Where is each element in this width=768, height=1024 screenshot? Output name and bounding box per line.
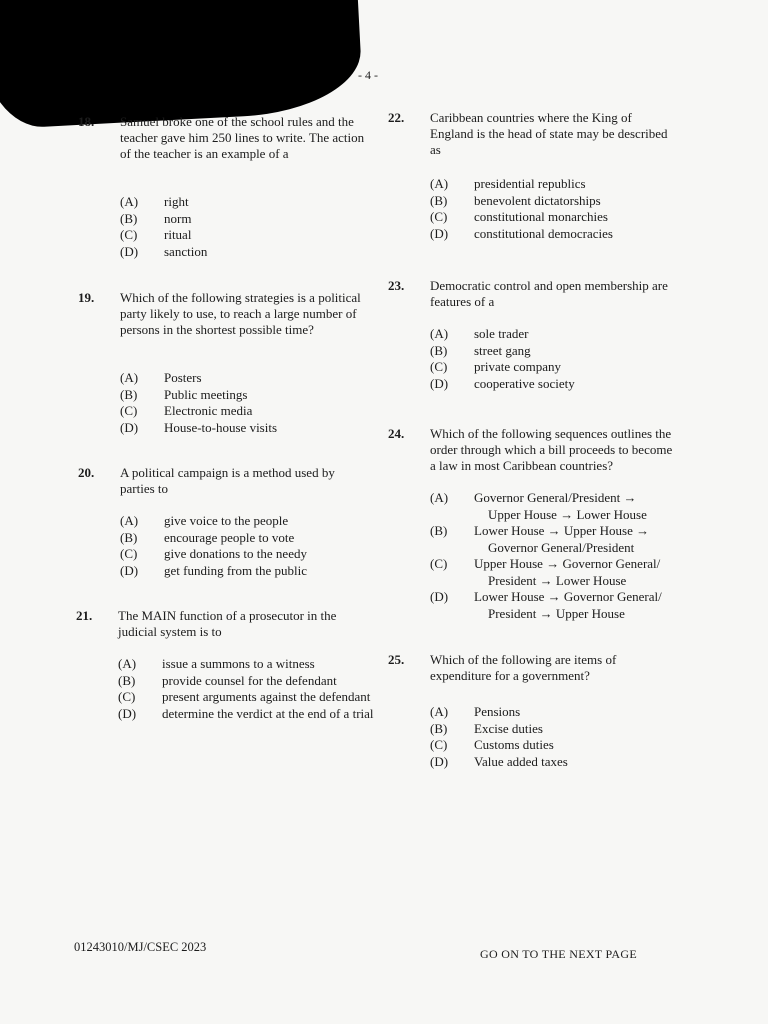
option-letter: (B) xyxy=(430,720,448,736)
option-text: Value added taxes xyxy=(474,753,568,769)
option-text: norm xyxy=(164,210,192,226)
option-a[interactable] xyxy=(120,513,380,530)
option-text xyxy=(474,490,710,523)
option-text: sole trader xyxy=(474,326,529,341)
option-d[interactable] xyxy=(430,376,690,393)
option-d[interactable] xyxy=(118,706,378,723)
option-letter: (A) xyxy=(120,370,139,385)
option-b[interactable] xyxy=(120,387,380,404)
paper-code: 01243010/MJ/CSEC 2023 xyxy=(74,940,207,954)
option-d[interactable] xyxy=(120,563,380,580)
option-text: right xyxy=(164,194,189,209)
option-b[interactable] xyxy=(430,193,690,210)
question-number: 25. xyxy=(388,652,405,667)
option-b[interactable] xyxy=(118,673,378,690)
options-list xyxy=(430,490,710,622)
options-list xyxy=(120,194,380,260)
options-list xyxy=(430,176,690,242)
option-d[interactable] xyxy=(120,244,380,261)
option-a[interactable] xyxy=(430,176,690,193)
question-text: Which of the following strategies is a political party likely to use, to reach a large number of persons in the shortest possible time? xyxy=(120,290,361,337)
question-text: Democratic control and open membership are features of a xyxy=(430,278,668,309)
option-a[interactable] xyxy=(118,656,378,673)
option-text: present arguments against the defendant xyxy=(162,689,371,704)
option-a[interactable] xyxy=(120,370,380,387)
option-text-line2: President → Upper House xyxy=(488,605,625,621)
option-c[interactable] xyxy=(430,209,690,226)
option-text: encourage people to vote xyxy=(164,529,295,545)
option-letter: (A) xyxy=(118,656,137,671)
option-a[interactable] xyxy=(430,704,690,721)
option-letter: (B) xyxy=(120,210,138,226)
question-number: 24. xyxy=(388,426,405,441)
option-d[interactable] xyxy=(120,420,380,437)
option-b[interactable] xyxy=(120,530,380,547)
option-letter: (A) xyxy=(430,704,449,719)
option-letter: (D) xyxy=(430,375,449,391)
option-b[interactable] xyxy=(430,343,690,360)
option-text: street gang xyxy=(474,342,531,358)
option-text: Pensions xyxy=(474,704,521,719)
option-text-line1: Lower House → Governor General/ xyxy=(474,589,662,604)
option-text: constitutional monarchies xyxy=(474,209,608,224)
option-letter: (D) xyxy=(430,753,449,769)
option-text: ritual xyxy=(164,227,192,242)
option-c[interactable] xyxy=(120,546,380,563)
option-text: get funding from the public xyxy=(164,562,307,578)
option-text: sanction xyxy=(164,243,208,259)
options-list xyxy=(120,370,380,436)
next-page-notice: GO ON TO THE NEXT PAGE xyxy=(480,947,637,961)
option-letter: (C) xyxy=(120,227,138,242)
option-text xyxy=(474,589,710,622)
question-text: Which of the following are items of expenditure for a government? xyxy=(430,652,617,683)
options-list xyxy=(118,656,378,722)
question-number: 20. xyxy=(78,465,95,480)
option-a[interactable] xyxy=(430,326,690,343)
option-text-line2: President → Lower House xyxy=(488,572,627,588)
option-text xyxy=(474,523,710,556)
option-c[interactable] xyxy=(430,556,710,589)
option-letter: (C) xyxy=(120,403,138,418)
option-c[interactable] xyxy=(430,737,690,754)
option-letter: (C) xyxy=(430,737,448,752)
option-text: give donations to the needy xyxy=(164,546,307,561)
question-text: Caribbean countries where the King of England is the head of state may be described as xyxy=(430,110,668,157)
option-text-line1: Lower House → Upper House → xyxy=(474,523,650,538)
option-text: presidential republics xyxy=(474,176,586,191)
option-letter: (C) xyxy=(430,556,448,571)
question-number: 23. xyxy=(388,278,405,293)
option-letter: (B) xyxy=(120,386,138,402)
option-text: cooperative society xyxy=(474,375,575,391)
option-letter: (A) xyxy=(430,326,449,341)
question-number: 18. xyxy=(78,114,95,129)
option-c[interactable] xyxy=(430,359,690,376)
option-letter: (C) xyxy=(120,546,138,561)
option-text: benevolent dictatorships xyxy=(474,192,601,208)
option-letter: (A) xyxy=(120,513,139,528)
question-number: 22. xyxy=(388,110,405,125)
option-a[interactable] xyxy=(430,490,710,523)
question-text: Samuel broke one of the school rules and the teacher gave him 250 lines to write. The action of the teacher is an example of a xyxy=(120,114,365,161)
option-letter: (A) xyxy=(120,194,139,209)
option-text-line2: Upper House → Lower House xyxy=(488,506,647,522)
option-letter: (A) xyxy=(430,490,449,505)
option-text xyxy=(474,556,710,589)
option-b[interactable] xyxy=(430,523,710,556)
option-d[interactable] xyxy=(430,754,690,771)
option-text: House-to-house visits xyxy=(164,419,278,435)
option-text: private company xyxy=(474,359,561,374)
option-text-line1: Governor General/President → xyxy=(474,490,637,505)
question-text: Which of the following sequences outlines the order through which a bill proceeds to become a law in most Caribbean countries? xyxy=(430,426,673,473)
option-text: Public meetings xyxy=(164,386,248,402)
option-text: provide counsel for the defendant xyxy=(162,672,337,688)
option-c[interactable] xyxy=(120,403,380,420)
option-text-line1: Upper House → Governor General/ xyxy=(474,556,661,571)
question-number: 19. xyxy=(78,290,95,305)
option-c[interactable] xyxy=(120,227,380,244)
option-text: determine the verdict at the end of a trial xyxy=(162,705,374,721)
option-text: Posters xyxy=(164,370,202,385)
option-text: give voice to the people xyxy=(164,513,289,528)
question-number: 21. xyxy=(76,608,93,623)
option-text: Excise duties xyxy=(474,720,543,736)
option-text: Electronic media xyxy=(164,403,253,418)
option-letter: (C) xyxy=(430,359,448,374)
option-letter: (B) xyxy=(430,523,448,538)
option-letter: (B) xyxy=(430,342,448,358)
option-text-line2: Governor General/President xyxy=(488,539,635,555)
option-letter: (D) xyxy=(430,225,449,241)
options-list xyxy=(120,513,380,579)
option-text: issue a summons to a witness xyxy=(162,656,315,671)
option-letter: (A) xyxy=(430,176,449,191)
options-list xyxy=(430,326,690,392)
option-letter: (D) xyxy=(120,562,139,578)
option-c[interactable] xyxy=(118,689,378,706)
page-number: - 4 - xyxy=(358,68,378,82)
option-letter: (C) xyxy=(118,689,136,704)
option-letter: (B) xyxy=(118,672,136,688)
option-b[interactable] xyxy=(430,721,690,738)
option-letter: (D) xyxy=(120,419,139,435)
option-letter: (D) xyxy=(430,589,449,604)
question-text: A political campaign is a method used by parties to xyxy=(120,465,335,496)
option-b[interactable] xyxy=(120,211,380,228)
redaction-mark xyxy=(0,0,364,130)
option-d[interactable] xyxy=(430,226,690,243)
option-a[interactable] xyxy=(120,194,380,211)
option-text: constitutional democracies xyxy=(474,225,613,241)
option-d[interactable] xyxy=(430,589,710,622)
options-list xyxy=(430,704,690,770)
question-text: The MAIN function of a prosecutor in the judicial system is to xyxy=(118,608,337,639)
option-text: Customs duties xyxy=(474,737,554,752)
option-letter: (D) xyxy=(120,243,139,259)
option-letter: (B) xyxy=(430,192,448,208)
option-letter: (B) xyxy=(120,529,138,545)
option-letter: (D) xyxy=(118,705,137,721)
option-letter: (C) xyxy=(430,209,448,224)
